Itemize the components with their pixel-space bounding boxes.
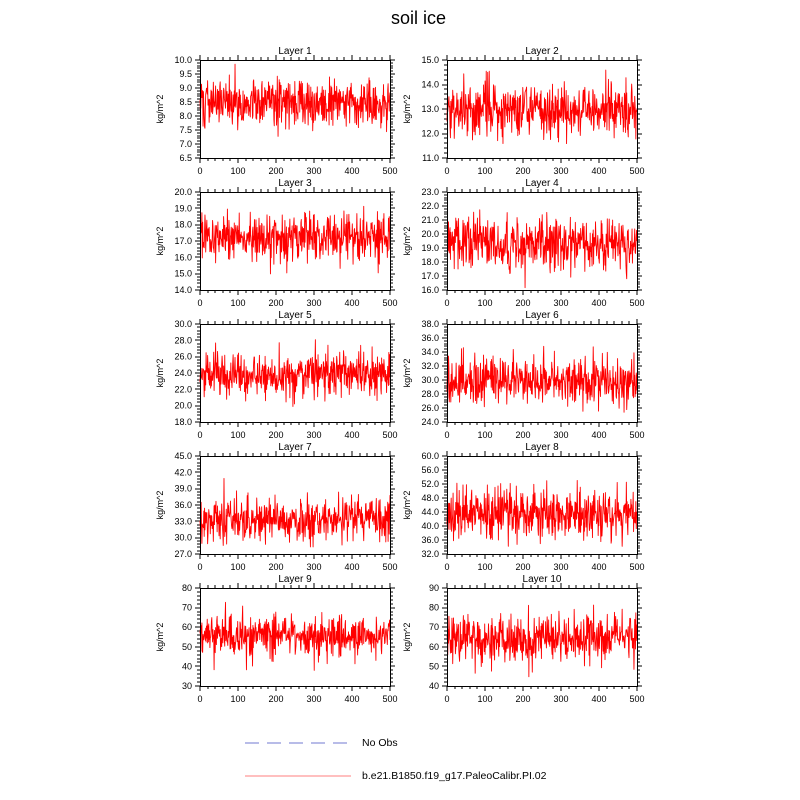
svg-text:100: 100 xyxy=(477,562,493,572)
svg-text:26.0: 26.0 xyxy=(421,403,439,413)
subplot-title: Layer 4 xyxy=(525,178,559,189)
svg-text:500: 500 xyxy=(629,430,645,440)
svg-text:23.0: 23.0 xyxy=(421,187,439,197)
y-tick-labels xyxy=(174,319,192,427)
svg-text:100: 100 xyxy=(477,694,493,704)
subplot-layer-6-canvas xyxy=(392,308,649,448)
svg-text:22.0: 22.0 xyxy=(421,201,439,211)
svg-text:13.0: 13.0 xyxy=(421,104,439,114)
subplot-layer-7-canvas xyxy=(145,440,402,580)
svg-text:300: 300 xyxy=(306,562,322,572)
svg-text:60: 60 xyxy=(428,641,439,652)
svg-text:500: 500 xyxy=(629,298,645,308)
svg-text:11.0: 11.0 xyxy=(422,153,439,163)
subplot-title: Layer 9 xyxy=(278,574,312,585)
svg-text:400: 400 xyxy=(344,166,360,176)
svg-text:40: 40 xyxy=(181,661,192,672)
x-tick-labels xyxy=(197,694,397,704)
y-axis-label: kg/m^2 xyxy=(155,94,165,124)
svg-text:200: 200 xyxy=(268,562,284,572)
svg-text:6.5: 6.5 xyxy=(179,153,192,163)
svg-text:100: 100 xyxy=(230,166,246,176)
svg-text:15.0: 15.0 xyxy=(421,55,439,65)
svg-text:200: 200 xyxy=(515,166,531,176)
svg-text:60.0: 60.0 xyxy=(421,451,439,461)
subplot-layer-5-canvas xyxy=(145,308,402,448)
svg-text:14.0: 14.0 xyxy=(174,285,192,295)
svg-text:20.0: 20.0 xyxy=(421,229,439,239)
subplot-layer-2-canvas xyxy=(392,44,649,184)
x-tick-labels xyxy=(197,562,397,572)
svg-text:100: 100 xyxy=(230,430,246,440)
series-legend-line xyxy=(243,772,353,780)
svg-text:19.0: 19.0 xyxy=(421,243,439,253)
y-tick-labels xyxy=(174,451,192,559)
svg-text:22.0: 22.0 xyxy=(174,384,192,395)
svg-text:36.0: 36.0 xyxy=(421,535,439,545)
layer-7-series xyxy=(200,479,390,547)
x-tick-labels xyxy=(197,430,397,440)
subplot-layer-1-canvas xyxy=(145,44,402,184)
y-tick-labels xyxy=(174,55,192,163)
svg-text:0: 0 xyxy=(444,166,450,176)
svg-text:16.0: 16.0 xyxy=(174,252,192,263)
svg-text:30: 30 xyxy=(181,681,192,691)
svg-text:12.0: 12.0 xyxy=(421,128,439,139)
y-axis-label: kg/m^2 xyxy=(402,358,412,388)
subplot-layer-9 xyxy=(145,572,402,712)
subplot-title: Layer 8 xyxy=(525,442,559,453)
svg-text:50: 50 xyxy=(181,641,192,652)
svg-text:400: 400 xyxy=(591,166,607,176)
svg-text:400: 400 xyxy=(591,694,607,704)
svg-text:100: 100 xyxy=(477,430,493,440)
subplot-title: Layer 7 xyxy=(278,442,312,453)
svg-text:27.0: 27.0 xyxy=(174,549,192,559)
svg-text:300: 300 xyxy=(553,166,569,176)
svg-text:20.0: 20.0 xyxy=(174,400,192,411)
svg-text:60: 60 xyxy=(181,622,192,633)
subplot-title: Layer 6 xyxy=(525,310,559,321)
y-tick-labels xyxy=(174,187,192,295)
subplot-layer-10 xyxy=(392,572,649,712)
svg-text:18.0: 18.0 xyxy=(174,219,192,230)
svg-text:21.0: 21.0 xyxy=(421,215,439,225)
svg-text:7.5: 7.5 xyxy=(179,125,192,135)
svg-text:80: 80 xyxy=(428,602,439,613)
svg-text:400: 400 xyxy=(591,562,607,572)
y-tick-labels xyxy=(421,55,439,163)
layer-2-series xyxy=(447,70,637,143)
y-axis-label: kg/m^2 xyxy=(155,358,165,388)
subplot-layer-6 xyxy=(392,308,649,448)
svg-text:18.0: 18.0 xyxy=(174,417,192,427)
svg-text:44.0: 44.0 xyxy=(421,507,439,517)
svg-text:400: 400 xyxy=(344,298,360,308)
svg-text:200: 200 xyxy=(268,298,284,308)
svg-text:15.0: 15.0 xyxy=(174,268,192,279)
y-tick-labels xyxy=(182,583,192,691)
svg-text:200: 200 xyxy=(515,562,531,572)
svg-text:300: 300 xyxy=(306,694,322,704)
svg-text:200: 200 xyxy=(515,298,531,308)
svg-text:32.0: 32.0 xyxy=(421,549,439,559)
svg-text:7.0: 7.0 xyxy=(179,139,192,149)
subplot-layer-7 xyxy=(145,440,402,580)
legend-label-no-obs: No Obs xyxy=(362,737,398,749)
svg-text:32.0: 32.0 xyxy=(421,361,439,371)
legend-item-series xyxy=(243,769,546,783)
svg-text:80: 80 xyxy=(181,583,192,593)
svg-text:24.0: 24.0 xyxy=(174,368,192,378)
svg-text:34.0: 34.0 xyxy=(421,347,439,357)
svg-text:300: 300 xyxy=(553,298,569,308)
y-axis-label: kg/m^2 xyxy=(155,622,165,652)
svg-text:40: 40 xyxy=(428,681,439,691)
svg-text:30.0: 30.0 xyxy=(174,319,192,329)
svg-text:0: 0 xyxy=(197,430,203,440)
svg-text:0: 0 xyxy=(444,562,450,572)
svg-text:9.0: 9.0 xyxy=(179,83,192,93)
subplot-layer-5 xyxy=(145,308,402,448)
svg-text:40.0: 40.0 xyxy=(421,521,439,531)
no-obs-legend-line xyxy=(243,739,353,747)
svg-text:200: 200 xyxy=(268,694,284,704)
x-tick-labels xyxy=(444,298,644,308)
x-tick-labels xyxy=(444,562,644,572)
svg-text:90: 90 xyxy=(428,583,439,593)
svg-text:100: 100 xyxy=(477,166,493,176)
svg-text:500: 500 xyxy=(382,562,398,572)
svg-text:400: 400 xyxy=(344,694,360,704)
svg-text:70: 70 xyxy=(181,602,192,613)
svg-text:17.0: 17.0 xyxy=(421,271,439,281)
svg-text:400: 400 xyxy=(591,298,607,308)
svg-text:0: 0 xyxy=(197,694,203,704)
svg-text:200: 200 xyxy=(515,430,531,440)
layer-9-series xyxy=(200,602,390,670)
svg-text:100: 100 xyxy=(230,298,246,308)
axis-ticks xyxy=(442,319,642,427)
svg-text:500: 500 xyxy=(629,694,645,704)
svg-text:28.0: 28.0 xyxy=(174,335,192,346)
y-axis-label: kg/m^2 xyxy=(402,94,412,124)
layer-6-series xyxy=(447,346,637,412)
svg-text:19.0: 19.0 xyxy=(174,203,192,214)
svg-text:20.0: 20.0 xyxy=(174,187,192,197)
subplot-layer-3-canvas xyxy=(145,176,402,316)
x-tick-labels xyxy=(444,166,644,176)
svg-text:52.0: 52.0 xyxy=(421,479,439,489)
svg-text:18.0: 18.0 xyxy=(421,257,439,267)
svg-text:8.0: 8.0 xyxy=(179,111,192,121)
layer-1-series xyxy=(200,64,390,136)
svg-text:28.0: 28.0 xyxy=(421,389,439,399)
svg-text:26.0: 26.0 xyxy=(174,351,192,362)
axis-ticks xyxy=(195,451,395,559)
subplot-title: Layer 1 xyxy=(278,46,312,57)
subplot-layer-8-canvas xyxy=(392,440,649,580)
svg-text:400: 400 xyxy=(591,430,607,440)
subplot-layer-9-canvas xyxy=(145,572,402,712)
svg-text:50: 50 xyxy=(428,661,439,672)
svg-text:30.0: 30.0 xyxy=(421,375,439,385)
svg-text:300: 300 xyxy=(553,562,569,572)
subplot-layer-4 xyxy=(392,176,649,316)
svg-text:70: 70 xyxy=(428,622,439,633)
svg-text:200: 200 xyxy=(268,430,284,440)
x-tick-labels xyxy=(444,430,644,440)
subplot-title: Layer 2 xyxy=(525,46,559,57)
layer-4-series xyxy=(447,210,637,288)
svg-text:300: 300 xyxy=(553,694,569,704)
x-tick-labels xyxy=(444,694,644,704)
svg-text:400: 400 xyxy=(344,430,360,440)
svg-text:0: 0 xyxy=(197,298,203,308)
svg-text:9.5: 9.5 xyxy=(179,69,192,79)
svg-text:48.0: 48.0 xyxy=(421,493,439,503)
y-axis-label: kg/m^2 xyxy=(402,490,412,520)
y-axis-label: kg/m^2 xyxy=(402,226,412,256)
y-tick-labels xyxy=(421,319,439,427)
svg-text:0: 0 xyxy=(444,298,450,308)
svg-text:16.0: 16.0 xyxy=(421,285,439,295)
svg-text:36.0: 36.0 xyxy=(174,500,192,510)
svg-text:36.0: 36.0 xyxy=(421,333,439,343)
svg-text:45.0: 45.0 xyxy=(174,451,192,461)
svg-text:500: 500 xyxy=(382,430,398,440)
x-tick-labels xyxy=(197,166,397,176)
y-tick-labels xyxy=(421,451,439,559)
subplot-layer-4-canvas xyxy=(392,176,649,316)
svg-text:300: 300 xyxy=(306,430,322,440)
layer-3-series xyxy=(200,206,390,274)
svg-text:100: 100 xyxy=(230,562,246,572)
svg-text:500: 500 xyxy=(382,694,398,704)
y-axis-label: kg/m^2 xyxy=(402,622,412,652)
svg-text:0: 0 xyxy=(444,430,450,440)
layer-5-series xyxy=(200,340,390,407)
svg-text:0: 0 xyxy=(197,166,203,176)
subplot-layer-3 xyxy=(145,176,402,316)
svg-text:500: 500 xyxy=(629,562,645,572)
svg-text:33.0: 33.0 xyxy=(174,516,192,527)
svg-text:30.0: 30.0 xyxy=(174,532,192,543)
subplot-title: Layer 3 xyxy=(278,178,312,189)
y-tick-labels xyxy=(421,187,439,295)
y-axis-label: kg/m^2 xyxy=(155,226,165,256)
svg-text:100: 100 xyxy=(477,298,493,308)
subplot-layer-1 xyxy=(145,44,402,184)
svg-text:10.0: 10.0 xyxy=(174,55,192,65)
svg-text:8.5: 8.5 xyxy=(179,97,192,107)
svg-text:42.0: 42.0 xyxy=(174,467,192,478)
page-title: soil ice xyxy=(390,8,447,28)
svg-text:500: 500 xyxy=(629,166,645,176)
svg-text:14.0: 14.0 xyxy=(421,79,439,90)
svg-text:0: 0 xyxy=(197,562,203,572)
layer-10-series xyxy=(447,605,637,677)
subplot-layer-2 xyxy=(392,44,649,184)
subplot-title: Layer 10 xyxy=(522,574,562,585)
svg-text:24.0: 24.0 xyxy=(421,417,439,427)
svg-text:38.0: 38.0 xyxy=(421,319,439,329)
subplot-layer-10-canvas xyxy=(392,572,649,712)
svg-text:39.0: 39.0 xyxy=(174,483,192,494)
subplot-title: Layer 5 xyxy=(278,310,312,321)
svg-text:500: 500 xyxy=(382,298,398,308)
y-axis-label: kg/m^2 xyxy=(155,490,165,520)
svg-text:500: 500 xyxy=(382,166,398,176)
svg-text:300: 300 xyxy=(306,298,322,308)
x-tick-labels xyxy=(197,298,397,308)
svg-text:300: 300 xyxy=(553,430,569,440)
svg-text:100: 100 xyxy=(230,694,246,704)
svg-text:300: 300 xyxy=(306,166,322,176)
legend-label-series: b.e21.B1850.f19_g17.PaleoCalibr.PI.02 xyxy=(362,770,547,782)
subplot-layer-8 xyxy=(392,440,649,580)
svg-text:400: 400 xyxy=(344,562,360,572)
layer-8-series xyxy=(447,480,637,546)
svg-text:200: 200 xyxy=(515,694,531,704)
legend-item-no-obs xyxy=(243,736,398,750)
y-tick-labels xyxy=(429,583,439,691)
svg-text:200: 200 xyxy=(268,166,284,176)
svg-text:17.0: 17.0 xyxy=(174,236,192,246)
svg-text:56.0: 56.0 xyxy=(421,465,439,475)
svg-text:0: 0 xyxy=(444,694,450,704)
